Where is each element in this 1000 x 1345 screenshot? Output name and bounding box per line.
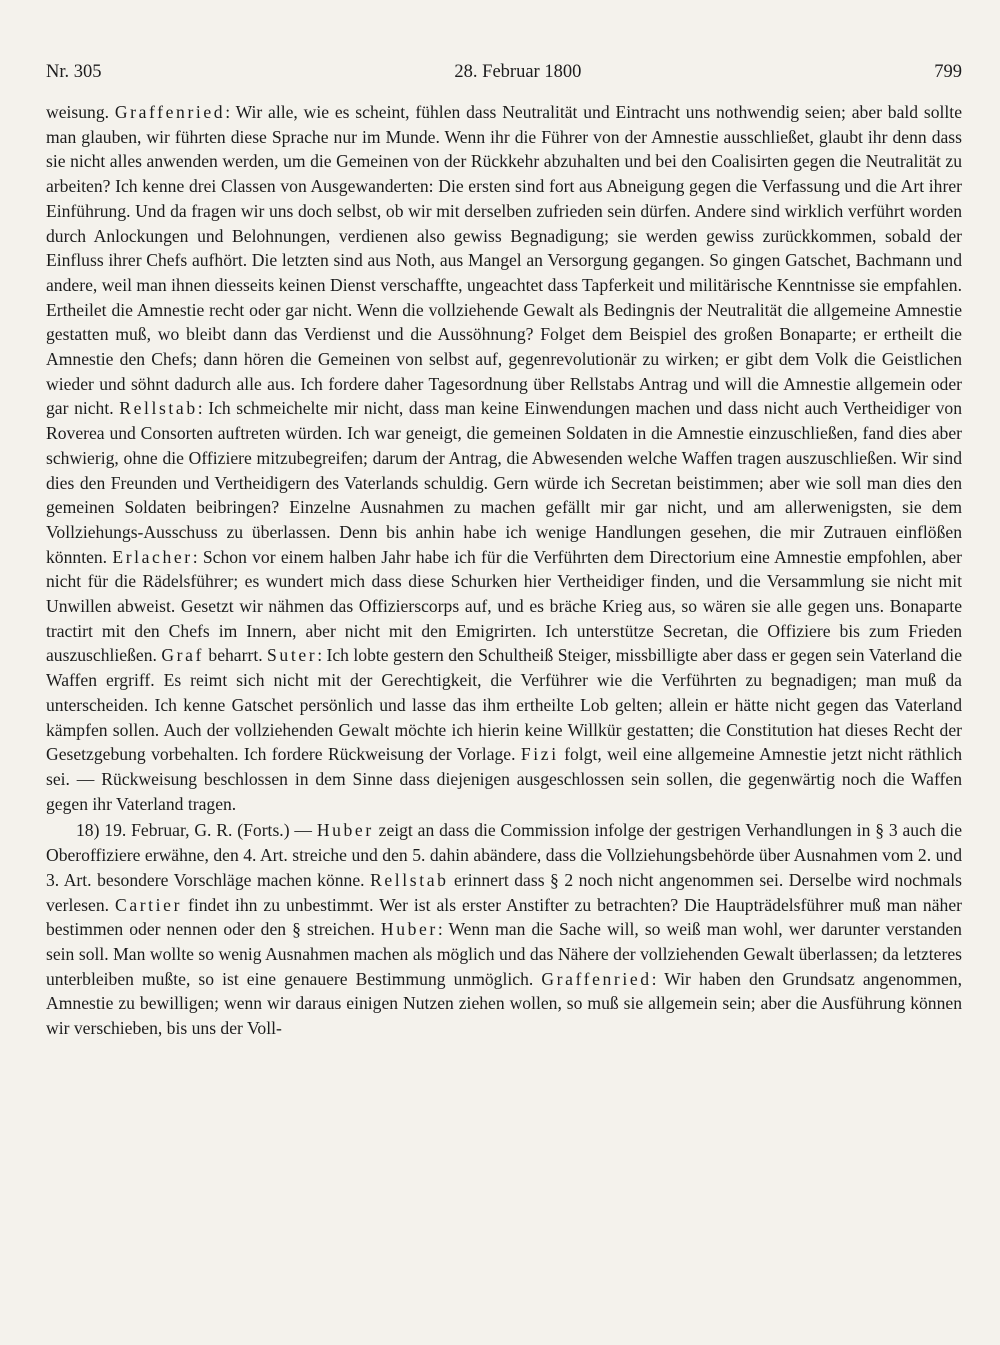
document-date: 28. Februar 1800 [454,62,582,82]
text-run: zeigt an dass die Commission infolge der gestrigen Verhandlungen in § 3 auch die Oberoffiziere erwähne, den 4. Art. streiche und den 5. dahin abändere, dass die Vollziehungsbehörde über Ausnahmen vom 2. und 3. Art. besondere Vorschläge machen könne. [46,820,962,890]
speaker-name: Fizi [520,744,559,765]
speaker-name: Huber [380,919,438,940]
text-run: folgt, weil eine allgemeine Amnestie jetzt nicht räthlich sei. — Rückweisung beschlossen in dem Sinne dass diejenigen ausgeschlossen sein sollen, die gegenwärtig noch die Waffen gegen ihr Vaterland tragen. [46,744,962,814]
page-number: 799 [934,62,962,82]
speaker-name: Suter [267,645,318,666]
body-text [46,100,962,1041]
text-run: : Ich lobte gestern den Schultheiß Steiger, missbilligte aber dass er gegen sein Vaterland die Waffen ergriff. Es reimt sich nicht mit der Gerechtigkeit, die Verführer wie die Verführten zu begnadigen; man muß da unterscheiden. Ich kenne Gatschet persönlich und lasse das ihm ertheilte Lob gelten; allein er hätte nicht gegen das Vaterland kämpfen sollen. Auch der vollziehenden Gewalt möchte ich hierin keine Willkür gestatten; die Constitution hat dieses Recht der Gesetzgebung vorbehalten. Ich fordere Rückweisung der Vorlage. [46,645,962,765]
text-run: : Schon vor einem halben Jahr habe ich für die Verführten dem Directorium eine Amnestie empfohlen, aber nicht für die Rädelsführer; es wundert mich dass diese Schurken hier Vertheidiger finden, und die Versammlung sie nicht mit Unwillen abweist. Gesetzt wir nähmen das Offizierscorps auf, und es bräche Krieg aus, so wären sie alle gegen uns. Bonaparte tractirt mit den Chefs im Innern, aber nicht mit den Emigrirten. Ich unterstütze Secretan, die Offiziere bis zum Frieden auszuschließen. [46,546,962,666]
running-header [46,62,962,88]
speaker-name: Graffenried [114,102,226,122]
text-run: erinnert dass § 2 noch nicht angenommen sei. Derselbe wird nochmals verlesen. [46,869,962,915]
text-run: : Wir haben den Grundsatz angenommen, Amnestie zu bewilligen; wenn wir daraus einigen Nutzen ziehen wollen, so muß sie allgemein sein; aber die Ausführung können wir verschieben, bis uns der Voll- [46,968,962,1039]
paragraph [46,100,962,816]
text-run: findet ihn zu unbestimmt. Wer ist als erster Anstifter zu betrachten? Die Haupträdelsführer muß man näher bestimmen oder nennen oder den § streichen. [46,894,962,940]
text-run: 18) 19. Februar, G. R. (Forts.) — [76,820,317,841]
speaker-name: Cartier [114,894,183,915]
text-run: weisung. [46,102,115,122]
document-number: Nr. 305 [46,62,102,82]
speaker-name: Graffenried [541,968,652,989]
speaker-name: Huber [316,820,374,841]
speaker-name: Rellstab [119,398,198,419]
text-run: beharrt. [203,645,268,666]
text-run: : Wir alle, wie es scheint, fühlen dass Neutralität und Eintracht uns nothwendig seien; aber bald sollte man glauben, wir führten diese Sprache nur im Munde. Wenn ihr die Führer von der Amnestie ausschließet, glaubt ihr denn dass sie nicht alles anwenden werden, um die Gemeinen von der Rückkehr abzuhalten und bei den Coalisirten gegen die Neutralität zu arbeiten? Ich kenne drei Classen von Ausgewanderten: Die ersten sind fort aus Abneigung gegen die Verfassung und die Art ihrer Einführung. Und da fragen wir uns doch selbst, ob wir mit derselben zufrieden sein dürfen. Andere sind wirklich verführt worden durch Anlockungen und Belohnungen, verdienen also gewiss Begnadigung; sie werden gewiss zurückkommen, sobald der Einfluss ihrer Chefs aufhört. Die letzten sind aus Noth, aus Mangel an Versorgung gegangen. So gingen Gatschet, Bachmann und andere, weil man ihnen diesseits keinen Dienst verschaffte, ungeachtet dass Tapferkeit und militärische Kenntnisse sie empfahlen. Ertheilet die Amnestie recht oder gar nicht. Wenn die vollziehende Gewalt als Bedingnis der Neutralität die allgemeine Amnestie gestatten muß, wo bleibt dann das Verdienst und die Aussöhnung? Folget dem Beispiel des großen Bonaparte; er ertheilt die Amnestie den Chefs; dann hören die Gemeinen von selbst auf, gegenrevolutionär zu wirken; er gibt dem Volk die Geistlichen wieder und söhnt dadurch alle aus. Ich fordere daher Tagesordnung über Rellstabs Antrag und will die Amnestie allgemein oder gar nicht. [46,102,963,419]
speaker-name: Erlacher [112,546,193,567]
speaker-name: Graf [161,645,204,666]
text-run: : Wenn man die Sache will, so weiß man wohl, wer darunter verstanden sein soll. Man wollte so wenig Ausnahmen machen als möglich und das Nähere der vollziehenden Gewalt überlassen; da letzteres unterbleiben mußte, so ist eine genauere Bestimmung unmöglich. [46,919,962,989]
speaker-name: Rellstab [370,869,449,890]
paragraph [46,818,962,1040]
text-run: : Ich schmeichelte mir nicht, dass man keine Einwendungen machen und dass nicht auch Vertheidiger von Roverea und Consorten auftreten würden. Ich war geneigt, die gemeinen Soldaten in die Amnestie einzuschließen, fand dies aber schwierig, ohne die Offiziere mitzubegreifen; darum der Antrag, die Abwesenden welche Waffen tragen auszuschließen. Wir sind dies den Freunden und Vertheidigern des Vaterlands schuldig. Gern würde ich Secretan beistimmen; aber wie soll man dies den gemeinen Soldaten beibringen? Einzelne Ausnahmen zu machen gefällt mir gar nicht, und am allerwenigsten, sie dem Vollziehungs-Ausschuss zu überlassen. Denn bis anhin habe ich wenige Handlungen gesehen, die mir Zutrauen einflößen könnten. [46,398,962,567]
